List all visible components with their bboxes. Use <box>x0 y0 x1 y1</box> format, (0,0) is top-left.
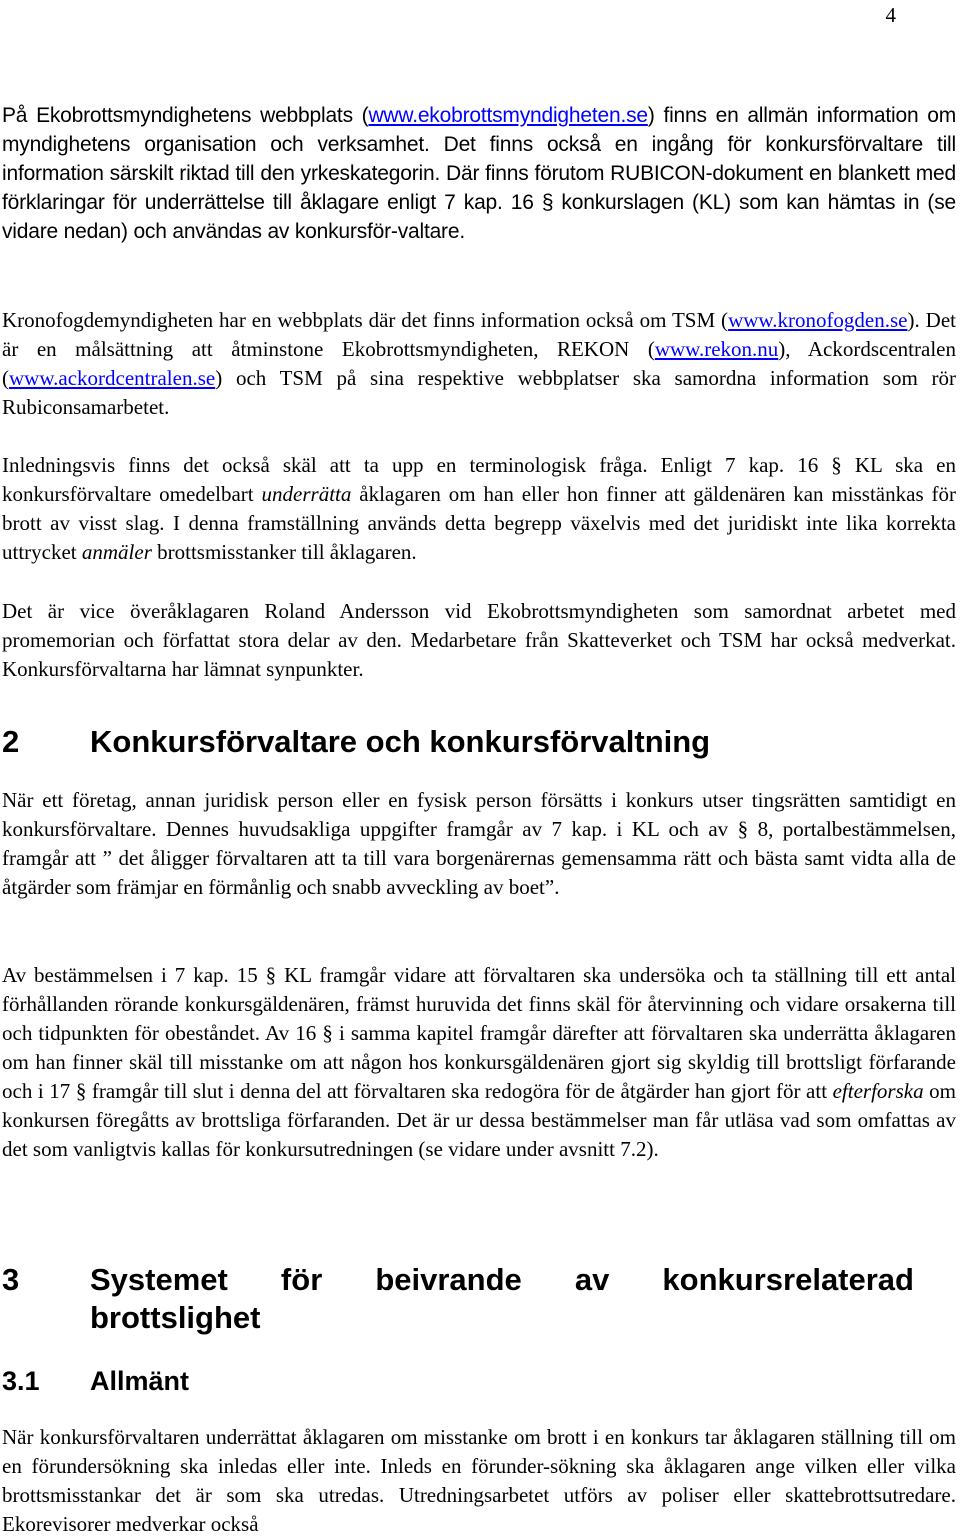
paragraph-webbplats: På Ekobrottsmyndighetens webbplats (www.ekobrottsmyndigheten.se) finns en allmän information om myndighetens organisation och verksamhet. Det finns också en ingång för konkursförvaltare till information särskilt riktad till den yrkeskategorin. Där finns förutom RUBICON-dokument en blankett med förklaringar för underrättelse till åklagare enligt 7 kap. 16 § konkurslagen (KL) som kan hämtas in (se vidare nedan) och användas av konkursför-valtare. <box>2 104 957 243</box>
paragraph-allmant: När konkursförvaltaren underrättat åklagaren om misstanke om brott i en konkurs tar åklagaren ställning till om en förundersökning ska inledas eller inte. Inleds en förunder-sökning ska åklagaren ange vilken eller vilka brottsmisstankar det är som ska utredas. Utredningsarbetet utförs av poliser eller skattebrottsutredare. Ekorevisorer medverkar också <box>2 1425 956 1536</box>
link-kronofogden[interactable]: www.kronofogden.se <box>728 308 908 332</box>
section-heading-2: 2 Konkursförvaltare och konkursförvaltning <box>2 724 711 759</box>
link-ackordcentralen[interactable]: www.ackordcentralen.se <box>9 366 216 390</box>
link-rekon[interactable]: www.rekon.nu <box>654 337 779 361</box>
subsection-heading-3-1: 3.1 Allmänt <box>2 1366 190 1396</box>
paragraph-konkursforvaltare: När ett företag, annan juridisk person eller en fysisk person försätts i konkurs utser tingsrätten samtidigt en konkursförvaltare. Dennes huvudsakliga uppgifter framgår av 7 kap. i KL och av § 8, portalbestämmelsen, framgår att ” det åligger förvaltaren att ta till vara borgenärernas gemensamma rätt och bästa samt vidta alla de åtgärder som främjar en förmånlig och snabb avveckling av boet”. <box>2 788 956 899</box>
paragraph-terminologi: Inledningsvis finns det också skäl att ta upp en terminologisk fråga. Enligt 7 kap. 16 § KL ska en konkursförvaltare omedelbart underrätta åklagaren om han eller hon finner att gäldenären kan misstänkas för brott av visst slag. I denna framställning används detta begrepp växelvis med det juridiskt inte lika korrekta uttrycket anmäler brottsmisstanker till åklagaren. <box>2 453 956 564</box>
paragraph-kronofogden: Kronofogdemyndigheten har en webbplats där det finns information också om TSM (www.kronofogden.se). Det är en målsättning att åtminstone Ekobrottsmyndigheten, REKON (www.rekon.nu), Ackordscentralen (www.ackordcentralen.se) och TSM på sina respektive webbplatser ska samordna information som rör Rubiconsamarbetet. <box>2 308 956 419</box>
paragraph-bestammelsen: Av bestämmelsen i 7 kap. 15 § KL framgår vidare att förvaltaren ska undersöka och ta ställning till ett antal förhållanden rörande konkursgäldenären, främst huruvida det finns skäl för återvinning och vidare orsakerna till och tidpunkten för obeståndet. Av 16 § i samma kapitel framgår därefter att förvaltaren ska underrätta åklagaren om han finner skäl till misstanke om att någon hos konkursgäldenären gjort sig skyldig till brottsligt förfarande och i 17 § framgår till slut i denna del att förvaltaren ska redogöra för de åtgärder han gjort för att efterforska om konkursen föregåtts av brottsliga förfaranden. Det är ur dessa bestämmelser man får utläsa vad som omfattas av det som vanligtvis kallas för konkursutredningen (se vidare under avsnitt 7.2). <box>2 963 956 1161</box>
paragraph-medverkan: Det är vice överåklagaren Roland Andersson vid Ekobrottsmyndigheten som samordnat arbetet med promemorian och författat stora delar av den. Medarbetare från Skatteverket och TSM har också medverkat. Konkursförvaltarna har lämnat synpunkter. <box>2 599 956 681</box>
page-number: 4 <box>885 3 896 27</box>
section-heading-3: 3 Systemet för beivrande av konkursrelaterad brottslighet <box>2 1262 914 1335</box>
link-ekobrottsmyndigheten[interactable]: www.ekobrottsmyndigheten.se <box>368 104 648 127</box>
